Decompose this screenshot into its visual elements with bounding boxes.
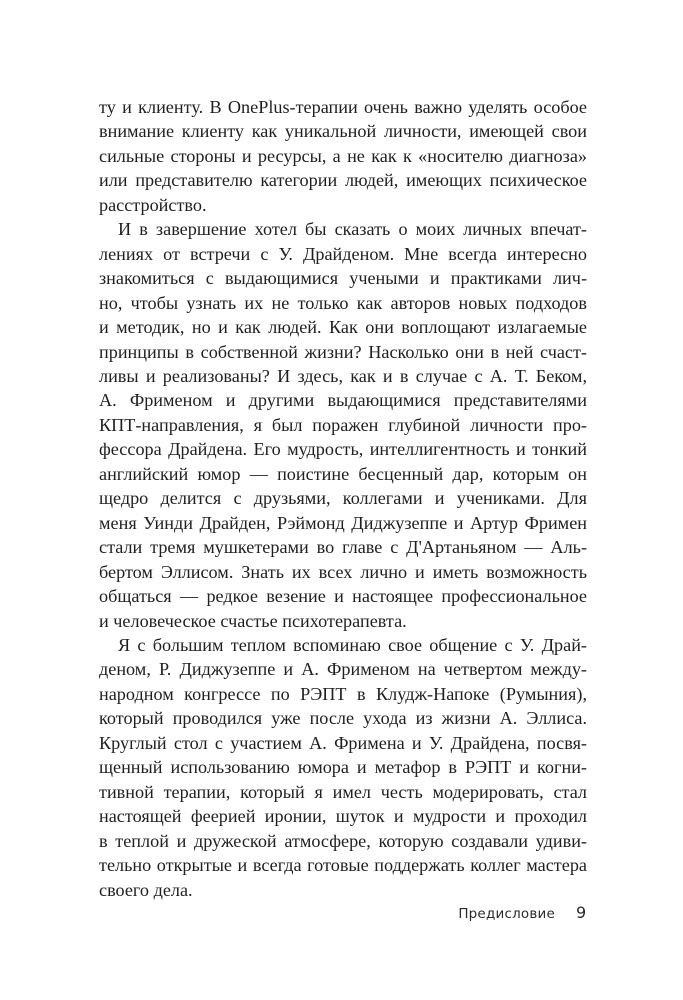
text-line: который проводился уже после ухода из жизни А. Эллиса.	[99, 708, 587, 729]
body-text	[99, 95, 587, 902]
text-line: тивной терапии, который я имел честь модерировать, стал	[99, 781, 587, 802]
text-line: Круглый стол с участием А. Фримена и У. Драйдена, посвя-	[99, 732, 587, 753]
text-line: А. Фрименом и другими выдающимися представителями	[99, 390, 587, 411]
text-line: щедро делится с друзьями, коллегами и учениками. Для	[99, 488, 587, 509]
text-line: ливы и реализованы? И здесь, как и в случае с А. Т. Беком,	[99, 365, 587, 386]
text-line: знакомиться с выдающимися учеными и практиками лич-	[99, 268, 587, 289]
paragraph-1	[99, 95, 587, 217]
text-line: народном конгрессе по РЭПТ в Клудж-Напоке (Румыния),	[99, 683, 587, 704]
text-line: ту и клиенту. В OnePlus-терапии очень важно уделять особое	[99, 97, 587, 117]
page-footer	[0, 903, 683, 927]
text-line: меня Уинди Драйден, Рэймонд Диджузеппе и Артур Фримен	[99, 512, 587, 533]
text-line: английский юмор — поистине бесценный дар, которым он	[99, 463, 587, 484]
text-line: общаться — редкое везение и настоящее профессиональное	[99, 586, 587, 607]
text-line: но, чтобы узнать их не только как авторов новых подходов	[99, 292, 587, 313]
text-line: внимание клиенту как уникальной личности, имеющей свои	[99, 121, 587, 142]
text-line: бертом Эллисом. Знать их всех лично и иметь возможность	[99, 561, 587, 582]
text-line: щенный использованию юмора и метафор в РЭПТ и когни-	[99, 757, 587, 778]
text-line: сильные стороны и ресурсы, а не как к «носителю диагноза»	[99, 145, 587, 166]
running-footer-title: Предисловие	[458, 906, 555, 922]
text-line: настоящей феерией иронии, шуток и мудрости и проходил	[99, 806, 587, 827]
text-line: своего дела.	[99, 879, 193, 900]
text-line: тельно открытые и всегда готовые поддержать коллег мастера	[99, 855, 587, 876]
text-line: деном, Р. Диджузеппе и А. Фрименом на четвертом между-	[99, 659, 587, 680]
text-line: стали тремя мушкетерами во главе с Д'Артаньяном — Аль-	[99, 537, 587, 558]
text-line: в теплой и дружеской атмосфере, которую создавали удиви-	[99, 830, 587, 851]
text-line: И в завершение хотел бы сказать о моих личных впечат-	[118, 219, 587, 240]
paragraph-2	[99, 217, 587, 633]
text-line: принципы в собственной жизни? Насколько они в ней счаст-	[99, 341, 587, 362]
text-line: фессора Драйдена. Его мудрость, интеллигентность и тонкий	[99, 439, 587, 460]
paragraph-3	[99, 633, 587, 902]
text-line: расстройство.	[99, 194, 207, 215]
text-line: Я с большим теплом вспоминаю свое общение с У. Драй-	[118, 634, 587, 655]
text-line: и человеческое счастье психотерапевта.	[99, 610, 407, 631]
text-line: и методик, но и как людей. Как они воплощают излагаемые	[99, 317, 587, 338]
text-line: КПТ-направления, я был поражен глубиной личности про-	[99, 414, 587, 435]
text-line: или представителю категории людей, имеющих психическое	[99, 170, 587, 191]
text-line: лениях от встречи с У. Драйденом. Мне всегда интересно	[99, 243, 587, 264]
page-number: 9	[576, 903, 587, 922]
